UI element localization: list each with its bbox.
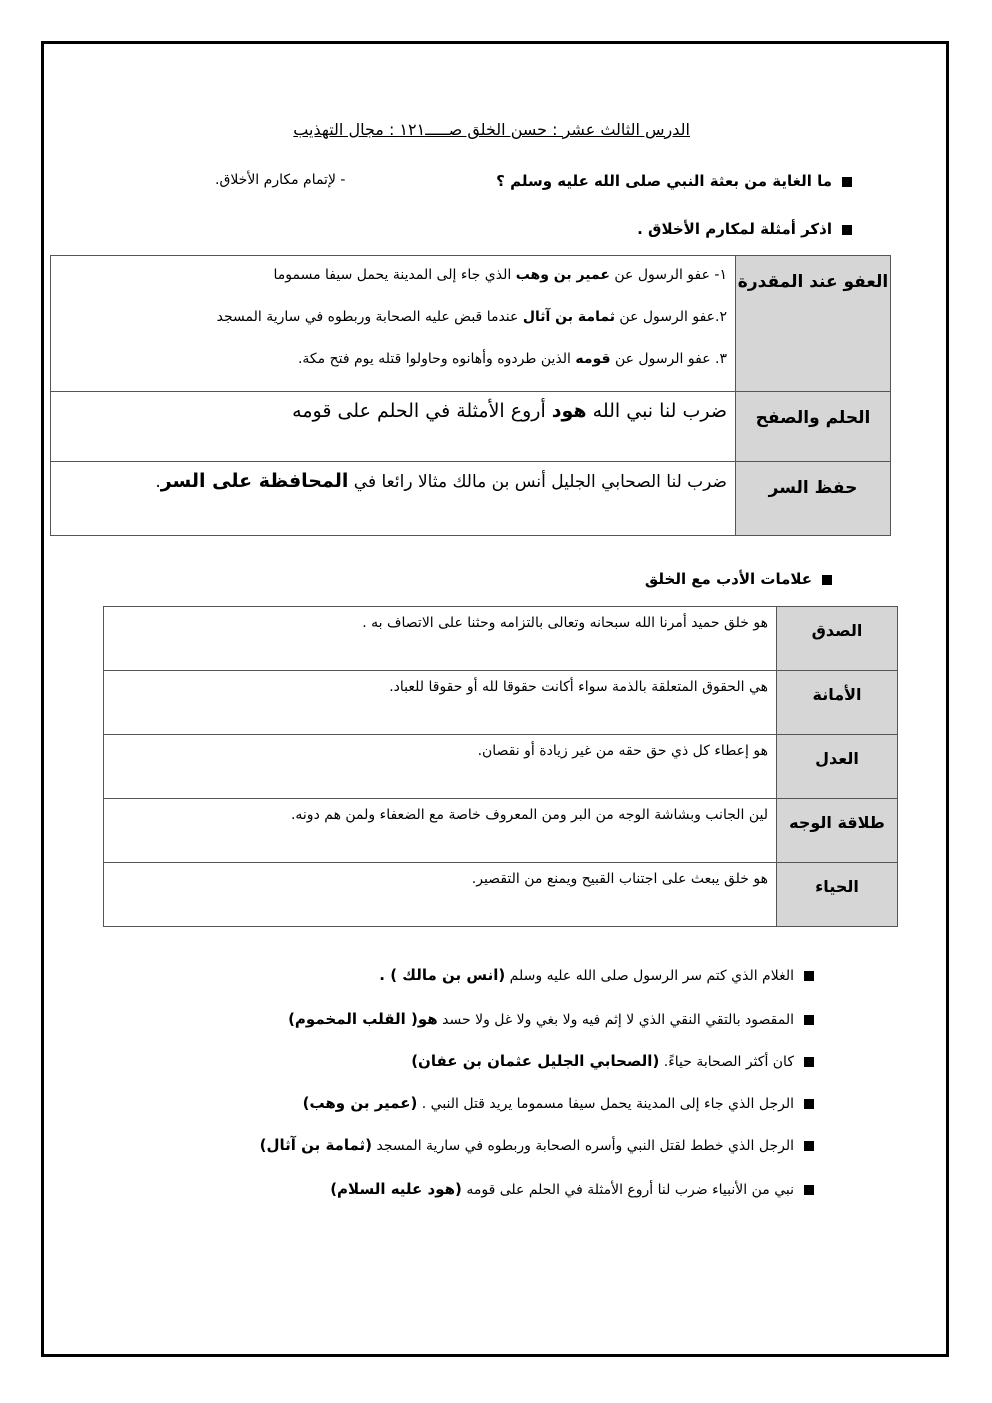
- table-row: [104, 735, 898, 799]
- morals-examples-table: [50, 255, 891, 536]
- question-3: [645, 570, 832, 588]
- bullet-square-icon: [842, 177, 852, 187]
- table-row: [51, 462, 891, 536]
- row-head: الحياء: [777, 863, 898, 927]
- bullet-square-icon: [804, 971, 814, 981]
- bullet-square-icon: [804, 1057, 814, 1067]
- lesson-title: الدرس الثالث عشر : حسن الخلق صـــــ١٢١ : مجال التهذيب: [293, 120, 690, 139]
- question-1-answer: - لإتمام مكارم الأخلاق.: [215, 172, 346, 188]
- table-row: [104, 671, 898, 735]
- fact-item: الرجل الذي خطط لقتل النبي وأسره الصحابة وربطوه في سارية المسجد (ثمامة بن آثال): [260, 1136, 814, 1154]
- manners-table: [103, 606, 898, 927]
- bullet-square-icon: [804, 1141, 814, 1151]
- list-item: ١- عفو الرسول عن عمير بن وهب الذي جاء إلى المدينة يحمل سيفا مسموما: [273, 267, 727, 283]
- row-head: حفظ السر: [736, 462, 891, 536]
- question-2: [637, 220, 852, 238]
- bullet-square-icon: [804, 1099, 814, 1109]
- table-row: [104, 799, 898, 863]
- row-body: لين الجانب وبشاشة الوجه من البر ومن المعروف خاصة مع الضعفاء ولمن هم دونه.: [104, 799, 777, 863]
- row-body: هو خلق حميد أمرنا الله سبحانه وتعالى بالتزامه وحثنا على الاتصاف به .: [104, 607, 777, 671]
- row-head: الحلم والصفح: [736, 392, 891, 462]
- row-body: ضرب لنا الصحابي الجليل أنس بن مالك مثالا رائعا في المحافظة على السر.: [51, 462, 736, 536]
- fact-item: نبي من الأنبياء ضرب لنا أروع الأمثلة في الحلم على قومه (هود عليه السلام): [330, 1180, 814, 1198]
- bullet-square-icon: [804, 1015, 814, 1025]
- table-row: [104, 863, 898, 927]
- fact-item: كان أكثر الصحابة حياءً. (الصحابي الجليل عثمان بن عفان): [411, 1052, 814, 1070]
- fact-item: الرجل الذي جاء إلى المدينة يحمل سيفا مسموما يريد قتل النبي . (عمير بن وهب): [303, 1094, 814, 1112]
- row-body: [51, 256, 736, 392]
- row-head: العفو عند المقدرة: [736, 256, 891, 392]
- row-head: العدل: [777, 735, 898, 799]
- bullet-square-icon: [822, 575, 832, 585]
- row-body: هو خلق يبعث على اجتناب القبيح ويمنع من التقصير.: [104, 863, 777, 927]
- question-1-text: ما الغاية من بعثة النبي صلى الله عليه وسلم ؟: [496, 172, 832, 190]
- bullet-square-icon: [842, 225, 852, 235]
- question-3-text: علامات الأدب مع الخلق: [644, 570, 812, 588]
- row-head: الصدق: [777, 607, 898, 671]
- row-body: هي الحقوق المتعلقة بالذمة سواء أكانت حقوقا لله أو حقوقا للعباد.: [104, 671, 777, 735]
- row-body: هو إعطاء كل ذي حق حقه من غير زيادة أو نقصان.: [104, 735, 777, 799]
- list-item: ٣. عفو الرسول عن قومه الذين طردوه وأهانوه وحاولوا قتله يوم فتح مكة.: [297, 351, 727, 367]
- row-head: طلاقة الوجه: [777, 799, 898, 863]
- question-2-text: اذكر أمثلة لمكارم الأخلاق .: [637, 220, 832, 238]
- question-1: [496, 172, 852, 190]
- row-head: الأمانة: [777, 671, 898, 735]
- fact-item: المقصود بالتقي النقي الذي لا إثم فيه ولا بغي ولا غل ولا حسد هو( القلب المخموم): [288, 1010, 814, 1028]
- row-body: ضرب لنا نبي الله هود أروع الأمثلة في الحلم على قومه: [51, 392, 736, 462]
- table-row: [51, 392, 891, 462]
- table-row: [104, 607, 898, 671]
- fact-item: الغلام الذي كتم سر الرسول صلى الله عليه وسلم (انس بن مالك ) .: [379, 966, 814, 984]
- list-item: ٢.عفو الرسول عن ثمامة بن آثال عندما قبض عليه الصحابة وربطوه في سارية المسجد: [216, 309, 727, 325]
- bullet-square-icon: [804, 1185, 814, 1195]
- table-row: [51, 256, 891, 392]
